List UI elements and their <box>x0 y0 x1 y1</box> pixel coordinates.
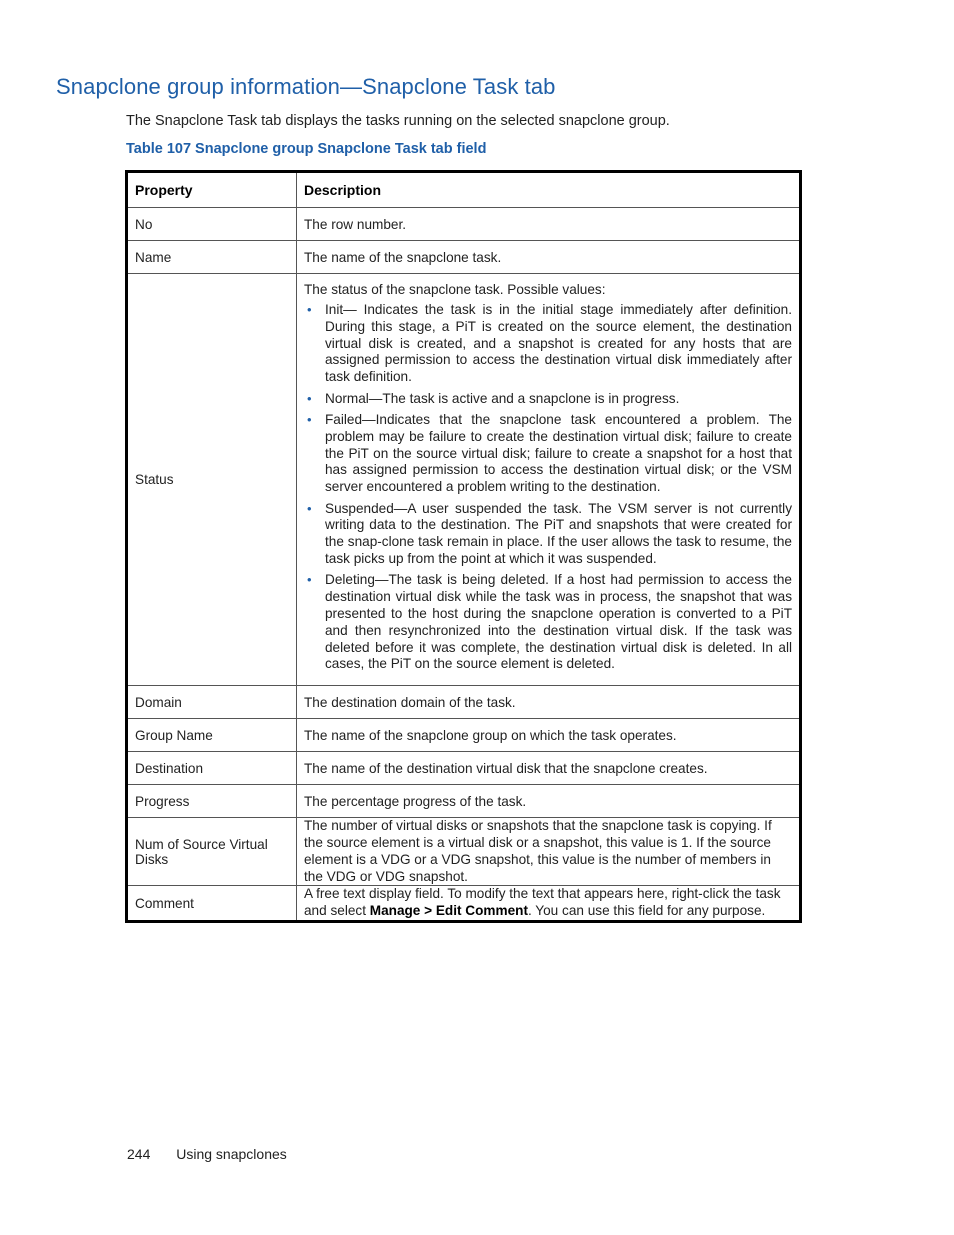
property-cell: Status <box>127 274 297 686</box>
header-description: Description <box>297 172 801 208</box>
status-values-list <box>304 302 792 673</box>
table-row <box>127 752 801 785</box>
table-header-row <box>127 172 801 208</box>
table-row <box>127 686 801 719</box>
property-cell: Num of Source Virtual Disks <box>127 818 297 886</box>
table-row <box>127 208 801 241</box>
bullet-icon: • <box>307 390 312 406</box>
list-item <box>304 572 792 673</box>
property-cell: Comment <box>127 886 297 922</box>
description-cell <box>297 274 801 686</box>
list-item <box>304 501 792 568</box>
description-cell: The name of the snapclone group on which the task operates. <box>297 719 801 752</box>
description-cell <box>297 886 801 922</box>
list-item <box>304 391 792 408</box>
description-cell: The name of the snapclone task. <box>297 241 801 274</box>
bullet-icon: • <box>307 302 312 317</box>
property-table <box>125 170 802 923</box>
list-item-text: Failed—Indicates that the snapclone task encountered a problem. The problem may be failure to create the destination virtual disk; failure to create the PiT on the source virtual disk; failure to create a snapshot for a host that has assigned permission to access the destination virtual disk; or the VSM server encountered a problem writing to the destination. <box>325 411 792 495</box>
list-item <box>304 302 792 386</box>
menu-path: Manage > Edit Comment <box>369 903 528 919</box>
property-cell: Destination <box>127 752 297 785</box>
comment-text-start: A free text display field. To modify the text that appears here, right-click the task and select <box>304 886 781 919</box>
property-cell: No <box>127 208 297 241</box>
bullet-icon: • <box>307 500 312 516</box>
description-cell: The percentage progress of the task. <box>297 785 801 818</box>
description-cell: The row number. <box>297 208 801 241</box>
table-row <box>127 886 801 922</box>
bullet-icon: • <box>307 411 312 427</box>
property-cell: Progress <box>127 785 297 818</box>
header-property: Property <box>127 172 297 208</box>
status-intro: The status of the snapclone task. Possible values: <box>304 282 606 297</box>
table-row <box>127 274 801 686</box>
comment-text-end: . You can use this field for any purpose. <box>528 903 766 919</box>
description-cell: The name of the destination virtual disk that the snapclone creates. <box>297 752 801 785</box>
list-item-text: Normal—The task is active and a snapclone is in progress. <box>325 390 680 406</box>
page-footer <box>127 1146 287 1162</box>
page-number: 244 <box>127 1146 151 1162</box>
list-item-text: Init— Indicates the task is in the initial stage immediately after definition. During this stage, a PiT is created on the source element, the destination virtual disk is created, and a snapshot is created for any hosts that are assigned permission to access the destination virtual disk immediately after task definition. <box>325 302 792 385</box>
list-item <box>304 412 792 496</box>
description-cell: The destination domain of the task. <box>297 686 801 719</box>
table-caption: Table 107 Snapclone group Snapclone Task tab field <box>126 141 487 157</box>
list-item-text: Suspended—A user suspended the task. The VSM server is not currently writing data to the destination. The PiT and snapshots that were created for the snap-clone task remain in place. If the user allows the task to resume, the task picks up from the point at which it was suspended. <box>325 500 792 566</box>
list-item-text: Deleting—The task is being deleted. If a host had permission to access the destination virtual disk while the task was in process, the snapshot that was presented to the host during the snapclone operation is converted to a PiT and then resynchronized into the destination virtual disk. If the task was deleted before it was complete, the destination virtual disk is deleted. In all cases, the PiT on the source element is deleted. <box>325 572 792 672</box>
property-cell: Name <box>127 241 297 274</box>
section-heading: Snapclone group information—Snapclone Task tab <box>56 74 556 99</box>
bullet-icon: • <box>307 572 312 588</box>
intro-paragraph: The Snapclone Task tab displays the tasks running on the selected snapclone group. <box>126 113 670 129</box>
table-row <box>127 241 801 274</box>
table-row <box>127 818 801 886</box>
table-row <box>127 719 801 752</box>
description-cell: The number of virtual disks or snapshots that the snapclone task is copying. If the source element is a virtual disk or a snapshot, this value is 1. If the source element is a VDG or a VDG snapshot, this value is the number of members in the VDG or VDG snapshot. <box>297 818 801 886</box>
property-cell: Group Name <box>127 719 297 752</box>
footer-section-title: Using snapclones <box>176 1146 287 1162</box>
property-cell: Domain <box>127 686 297 719</box>
table-row <box>127 785 801 818</box>
